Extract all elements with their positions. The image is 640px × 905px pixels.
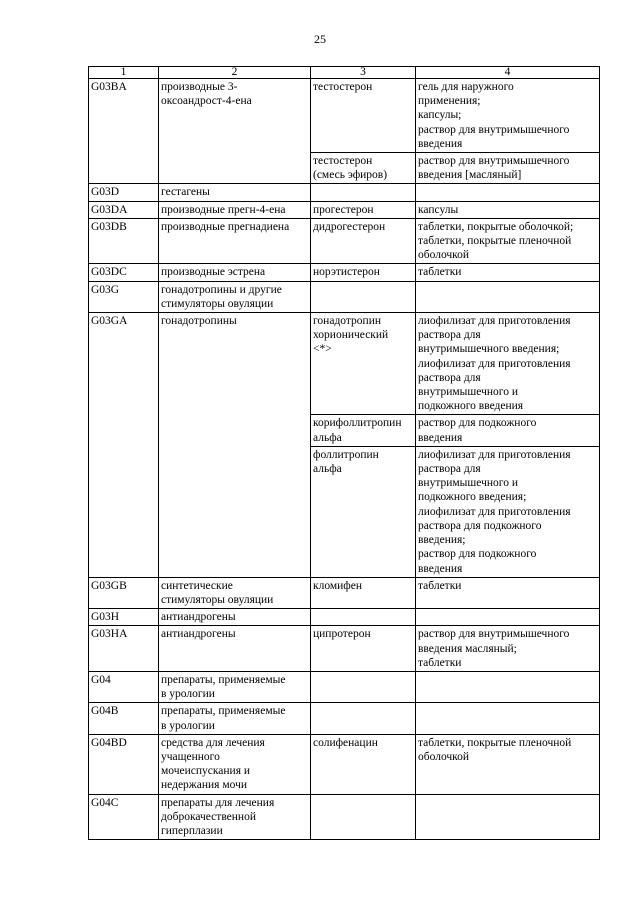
dosage-forms-cell bbox=[416, 703, 600, 734]
table-row bbox=[89, 281, 600, 312]
drug-name-cell bbox=[311, 703, 416, 734]
anatomical-therapeutic-group-cell: препараты для лечения доброкачественной гиперплазии bbox=[159, 794, 311, 840]
table-body bbox=[89, 79, 600, 840]
drug-name-cell: кломифен bbox=[311, 577, 416, 608]
anatomical-therapeutic-group-cell: гонадотропины bbox=[159, 313, 311, 578]
anatomical-therapeutic-group-cell: антиандрогены bbox=[159, 609, 311, 626]
column-header-2: 2 bbox=[159, 67, 311, 79]
table-row bbox=[89, 671, 600, 702]
dosage-forms-cell: таблетки bbox=[416, 264, 600, 281]
drug-name-cell: норэтистерон bbox=[311, 264, 416, 281]
drug-name-cell: тестостерон (смесь эфиров) bbox=[311, 153, 416, 184]
column-header-4: 4 bbox=[416, 67, 600, 79]
drug-classification-table bbox=[88, 66, 600, 840]
dosage-forms-cell bbox=[416, 794, 600, 840]
header-row bbox=[89, 67, 600, 79]
dosage-forms-cell: таблетки, покрытые оболочкой; таблетки, покрытые пленочной оболочкой bbox=[416, 218, 600, 264]
table-row bbox=[89, 626, 600, 672]
anatomical-therapeutic-group-cell: гестагены bbox=[159, 184, 311, 201]
dosage-forms-cell: раствор для подкожного введения bbox=[416, 415, 600, 446]
table-row bbox=[89, 703, 600, 734]
table-row bbox=[89, 609, 600, 626]
table-row bbox=[89, 794, 600, 840]
atc-code-cell: G03DA bbox=[89, 201, 159, 218]
column-header-3: 3 bbox=[311, 67, 416, 79]
atc-code-cell: G04 bbox=[89, 671, 159, 702]
drug-name-cell: корифоллитропин альфа bbox=[311, 415, 416, 446]
atc-code-cell: G03DC bbox=[89, 264, 159, 281]
table-row bbox=[89, 313, 600, 415]
atc-code-cell: G03GA bbox=[89, 313, 159, 578]
dosage-forms-cell bbox=[416, 671, 600, 702]
drug-name-cell: ципротерон bbox=[311, 626, 416, 672]
table-row bbox=[89, 218, 600, 264]
anatomical-therapeutic-group-cell: гонадотропины и другие стимуляторы овуляции bbox=[159, 281, 311, 312]
dosage-forms-cell bbox=[416, 609, 600, 626]
dosage-forms-cell: таблетки bbox=[416, 577, 600, 608]
anatomical-therapeutic-group-cell: синтетические стимуляторы овуляции bbox=[159, 577, 311, 608]
drug-name-cell: дидрогестерон bbox=[311, 218, 416, 264]
atc-code-cell: G04C bbox=[89, 794, 159, 840]
atc-code-cell: G03H bbox=[89, 609, 159, 626]
anatomical-therapeutic-group-cell: производные прегн-4-ена bbox=[159, 201, 311, 218]
table-row bbox=[89, 577, 600, 608]
drug-name-cell: тестостерон bbox=[311, 79, 416, 153]
dosage-forms-cell: капсулы bbox=[416, 201, 600, 218]
drug-name-cell: гонадотропин хорионический <*> bbox=[311, 313, 416, 415]
atc-code-cell: G03G bbox=[89, 281, 159, 312]
dosage-forms-cell: таблетки, покрытые пленочной оболочкой bbox=[416, 734, 600, 794]
atc-code-cell: G03BA bbox=[89, 79, 159, 184]
column-header-1: 1 bbox=[89, 67, 159, 79]
atc-code-cell: G03DB bbox=[89, 218, 159, 264]
dosage-forms-cell: лиофилизат для приготовления раствора для внутримышечного и подкожного введения; лиофилизат для приготовления раствора для подкожного введения; раствор для подкожного введения bbox=[416, 446, 600, 577]
anatomical-therapeutic-group-cell: производные 3- оксоандрост-4-ена bbox=[159, 79, 311, 184]
dosage-forms-cell: раствор для внутримышечного введения [масляный] bbox=[416, 153, 600, 184]
dosage-forms-cell bbox=[416, 184, 600, 201]
table-row bbox=[89, 201, 600, 218]
drug-name-cell bbox=[311, 184, 416, 201]
drug-name-cell bbox=[311, 671, 416, 702]
table-row bbox=[89, 184, 600, 201]
drug-name-cell bbox=[311, 609, 416, 626]
anatomical-therapeutic-group-cell: средства для лечения учащенного мочеиспускания и недержания мочи bbox=[159, 734, 311, 794]
anatomical-therapeutic-group-cell: препараты, применяемые в урологии bbox=[159, 703, 311, 734]
drug-name-cell: фоллитропин альфа bbox=[311, 446, 416, 577]
anatomical-therapeutic-group-cell: антиандрогены bbox=[159, 626, 311, 672]
atc-code-cell: G03HA bbox=[89, 626, 159, 672]
drug-name-cell bbox=[311, 794, 416, 840]
table-row bbox=[89, 264, 600, 281]
drug-name-cell: солифенацин bbox=[311, 734, 416, 794]
atc-code-cell: G04BD bbox=[89, 734, 159, 794]
drug-name-cell: прогестерон bbox=[311, 201, 416, 218]
atc-code-cell: G04B bbox=[89, 703, 159, 734]
dosage-forms-cell bbox=[416, 281, 600, 312]
dosage-forms-cell: лиофилизат для приготовления раствора для внутримышечного введения; лиофилизат для приготовления раствора для внутримышечного и подкожного введения bbox=[416, 313, 600, 415]
page-number: 25 bbox=[314, 32, 326, 46]
table-row bbox=[89, 734, 600, 794]
anatomical-therapeutic-group-cell: производные прегнадиена bbox=[159, 218, 311, 264]
anatomical-therapeutic-group-cell: производные эстрена bbox=[159, 264, 311, 281]
drug-name-cell bbox=[311, 281, 416, 312]
dosage-forms-cell: гель для наружного применения; капсулы; раствор для внутримышечного введения bbox=[416, 79, 600, 153]
anatomical-therapeutic-group-cell: препараты, применяемые в урологии bbox=[159, 671, 311, 702]
table-header bbox=[89, 67, 600, 79]
atc-code-cell: G03GB bbox=[89, 577, 159, 608]
dosage-forms-cell: раствор для внутримышечного введения масляный; таблетки bbox=[416, 626, 600, 672]
table-row bbox=[89, 79, 600, 153]
atc-code-cell: G03D bbox=[89, 184, 159, 201]
